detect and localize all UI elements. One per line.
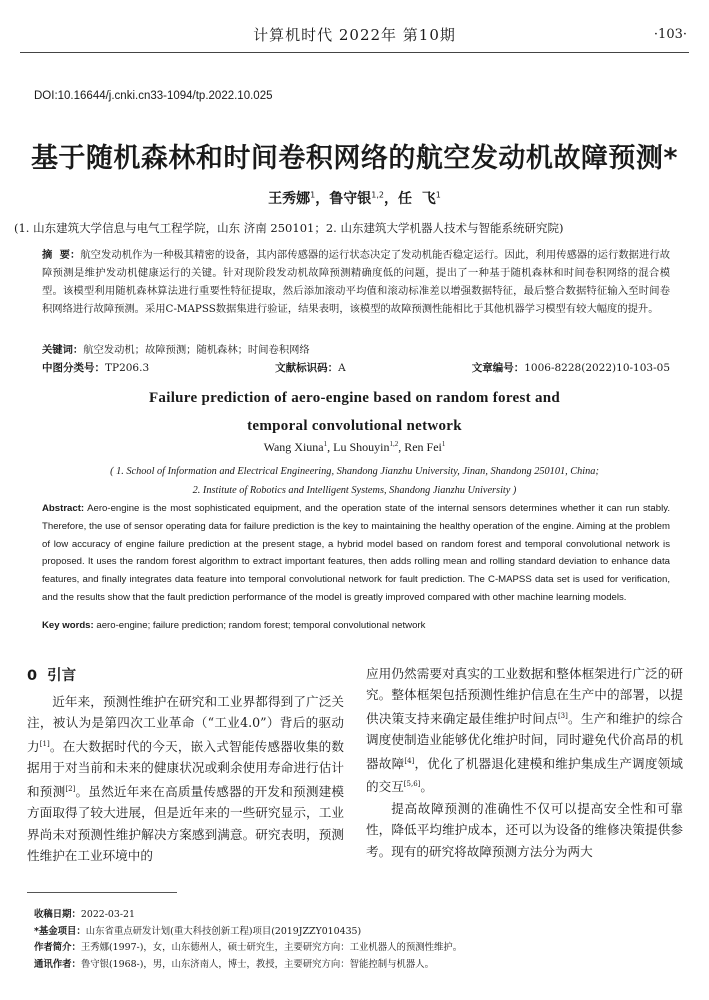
keywords-english-text: aero-engine; failure prediction; random forest; temporal convolutional network (93, 620, 426, 631)
footnote-received: 收稿日期：2022-03-21 (34, 909, 135, 920)
abstract-text: 航空发动机作为一种极其精密的设备，其内部传感器的运行状态决定了发动机能否稳定运行。因此，利用传感器的运行数据进行故障预测是维护发动机健康运行的关键。针对现阶段发动机故障预测精确度低的问题，提出了一种基于随机森林和时间卷积网络的混合模型。该模型利用随机森林算法进行重要性特征提取，然后添加滚动平均值和滚动标准差以增强数据特征，最后整合数据特征输入至时间卷积网络进行故障预测。采用C-MAPSS数据集进行验证，结果表明，该模型的故障预测性能相比于其他机器学习模型有较大幅度的提升。 (42, 249, 671, 315)
footnotes (34, 907, 674, 973)
author-name: Lu Shouyin (333, 440, 390, 454)
abstract-english (42, 500, 670, 607)
author-affil-mark: 1,2 (371, 190, 384, 200)
author-name: Ren Fei (404, 440, 442, 454)
document-code: 文献标识码：A (275, 362, 346, 374)
keywords-text: 航空发动机；故障预测；随机森林；时间卷积网络 (83, 344, 310, 356)
author-affil-mark: 1 (441, 440, 446, 448)
footnote-author-bio: 作者简介：王秀娜(1997-)，女，山东德州人，硕士研究生，主要研究方向：工业机器人的预测性维护。 (34, 942, 463, 954)
article-number: 文章编号：1006-8228(2022)10-103-05 (471, 362, 670, 374)
authors-english (0, 440, 709, 455)
author-separator: , (327, 440, 334, 454)
journal-header: 计算机时代 2022年 第10期 (253, 26, 456, 44)
keywords-chinese (42, 341, 670, 356)
author-name: 任 飞 (397, 191, 436, 207)
authors-chinese (0, 188, 709, 208)
body-paragraph: 提高故障预测的准确性不仅可以提高安全性和可靠性，降低平均维护成本，还可以为设备的维修决策提供参考。现有的研究将故障预测方法分为两大 (366, 801, 683, 859)
body-paragraph: 近年来，预测性维护在研究和工业界都得到了广泛关注，被认为是第四次工业革命（“工业4.0”）背后的驱动力[1]。在大数据时代的今天，嵌入式智能传感器收集的数据用于对当前和未来的健康状况或剩余使用寿命进行估计和预测[2]。虽然近年来在高质量传感器的开发和预测建模方面取得了较大进展，但是近年来的一些研究显示，工业界尚未对预测性维护解决方案感到满意。研究表明，预测性维护在工业环境中的 (27, 694, 345, 864)
author-name: 王秀娜 (268, 191, 311, 207)
affiliation-english-line2: 2. Institute of Robotics and Intelligent Systems, Shandong Jianzhu University ) (192, 485, 517, 496)
footnote-corresponding-author: 通讯作者：鲁守银(1968-)，男，山东济南人，博士，教授，主要研究方向：智能控制与机器人。 (34, 958, 434, 970)
abstract-english-text: Aero-engine is the most sophisticated equipment, and the operation state of the internal sensors determines whether it can run stably. Therefore, the use of sensor operating data for failure prediction is the key to maintaining the healthy operation of the engine. Aiming at the problem of low accuracy of engine failure prediction at the present stage, a hybrid model based on random forest and temporal convolutional network is proposed. It uses the random forest algorithm to extract important features, then adds rolling mean and rolling standard deviation to enhance data features, and finally integrates data feature into temporal convolutional network for fault prediction. The C-MAPSS data set is used for verification, and the results show that the fault prediction performance of the model is greatly improved compared with other machine learning models. (42, 503, 670, 603)
citation-ref[interactable]: [5,6] (403, 780, 421, 789)
title-english-line1: Failure prediction of aero-engine based on random forest and (148, 390, 561, 406)
body-column-right (366, 663, 683, 862)
author-name: Wang Xiuna (263, 440, 324, 454)
affiliation-english (0, 462, 709, 500)
keywords-label: 关键词： (42, 344, 84, 356)
doi-line[interactable]: DOI:10.16644/j.cnki.cn33-1094/tp.2022.10.025 (34, 90, 273, 102)
citation-ref[interactable]: [1] (39, 739, 50, 748)
author-separator: ， (383, 191, 398, 207)
abstract-chinese (42, 246, 670, 318)
keywords-english-label: Key words: (42, 620, 94, 631)
footnote-fund: *基金项目：山东省重点研发计划(重大科技创新工程)项目(2019JZZY010435) (34, 925, 362, 937)
title-english (0, 384, 709, 440)
author-affil-mark: 1 (435, 190, 441, 200)
header-divider (20, 52, 689, 53)
author-affil-mark: 1,2 (389, 440, 399, 448)
footnote-divider (27, 892, 177, 893)
author-name: 鲁守银 (329, 191, 372, 207)
author-separator: ， (315, 191, 330, 207)
author-affil-mark: 1 (310, 190, 316, 200)
author-separator: , (398, 440, 405, 454)
page-number: ·103· (653, 27, 687, 42)
citation-ref[interactable]: [4] (404, 756, 415, 765)
classification-row (42, 360, 670, 375)
citation-ref[interactable]: [2] (65, 784, 76, 793)
section-heading: 0 引言 (27, 668, 77, 684)
abstract-label: 摘 要： (42, 249, 81, 261)
clc-number: 中图分类号：TP206.3 (42, 362, 150, 374)
body-column-left (27, 663, 344, 867)
affiliation-english-line1: ( 1. School of Information and Electrical Engineering, Shandong Jianzhu University, Jinan, Shandong 250101, China; (110, 466, 599, 477)
body-paragraph: 应用仍然需要对真实的工业数据和整体框架进行广泛的研究。整体框架包括预测性维护信息在生产中的部署，以提供决策支持来确定最佳维护时间点[3]。生产和维护的综合调度使制造业能够优化维护时间，同时避免代价高昂的机器故障[4]，优化了机器退化建模和维护集成生产调度领域的交互[5,6]。 (366, 666, 684, 795)
title-chinese: 基于随机森林和时间卷积网络的航空发动机故障预测* (30, 143, 679, 174)
affiliation-chinese: (1. 山东建筑大学信息与电气工程学院，山东 济南 250101；2. 山东建筑大学机器人技术与智能系统研究院) (14, 221, 564, 235)
author-affil-mark: 1 (323, 440, 328, 448)
title-english-line2: temporal convolutional network (247, 418, 462, 434)
abstract-english-label: Abstract: (42, 503, 85, 514)
keywords-english (42, 620, 670, 631)
citation-ref[interactable]: [3] (557, 711, 568, 720)
